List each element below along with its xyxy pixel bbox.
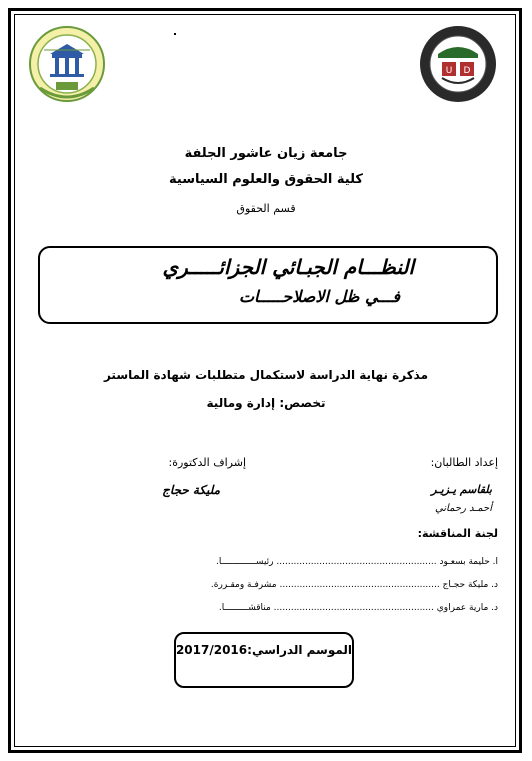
- faculty-logo-icon: [28, 24, 106, 110]
- supervisor-label: إشراف الدكتورة:: [168, 456, 246, 469]
- jury-member-1: أ. حليمة بسعـود ........................................................ رئيســـــــــــــا.: [216, 557, 498, 567]
- supervisor-name: مليكة حجاج: [162, 483, 220, 497]
- thesis-title-line1: النظـــام الجبـائي الجزائـــــري: [162, 255, 414, 279]
- student-name-2: أحمـد رحماني: [434, 503, 492, 514]
- university-name: جامعة زيان عاشور الجلفة: [184, 146, 348, 161]
- specialty: تخصص: إدارة ومالية: [206, 396, 326, 410]
- student-name-1: بلقاسم يـزيـر: [431, 483, 492, 496]
- department-name: قسم الحقوق: [236, 202, 296, 215]
- students-label: إعداد الطالبان:: [430, 456, 498, 469]
- jury-member-2: د. مليكة حجـاج ........................................................ مشرفـة ومقـررة.: [210, 580, 498, 590]
- academic-year-box: [174, 632, 354, 688]
- thesis-title-line2: فـــي ظل الاصلاحـــــات: [238, 287, 400, 306]
- stray-dot: [174, 33, 176, 35]
- jury-member-3: د. مارية عمراوي ........................................................ مناقشـــــــــا.: [218, 603, 498, 613]
- academic-year: الموسم الدراسي:2017/2016: [175, 643, 353, 657]
- faculty-name: كلية الحقوق والعلوم السياسية: [169, 172, 363, 187]
- memo-purpose: مذكرة نهاية الدراسة لاستكمال متطلبات شهادة الماستر: [103, 368, 429, 382]
- university-logo-icon: [418, 24, 498, 104]
- svg-text:D: D: [463, 66, 471, 76]
- jury-label: لجنة المناقشة:: [417, 527, 498, 540]
- svg-text:U: U: [445, 66, 453, 76]
